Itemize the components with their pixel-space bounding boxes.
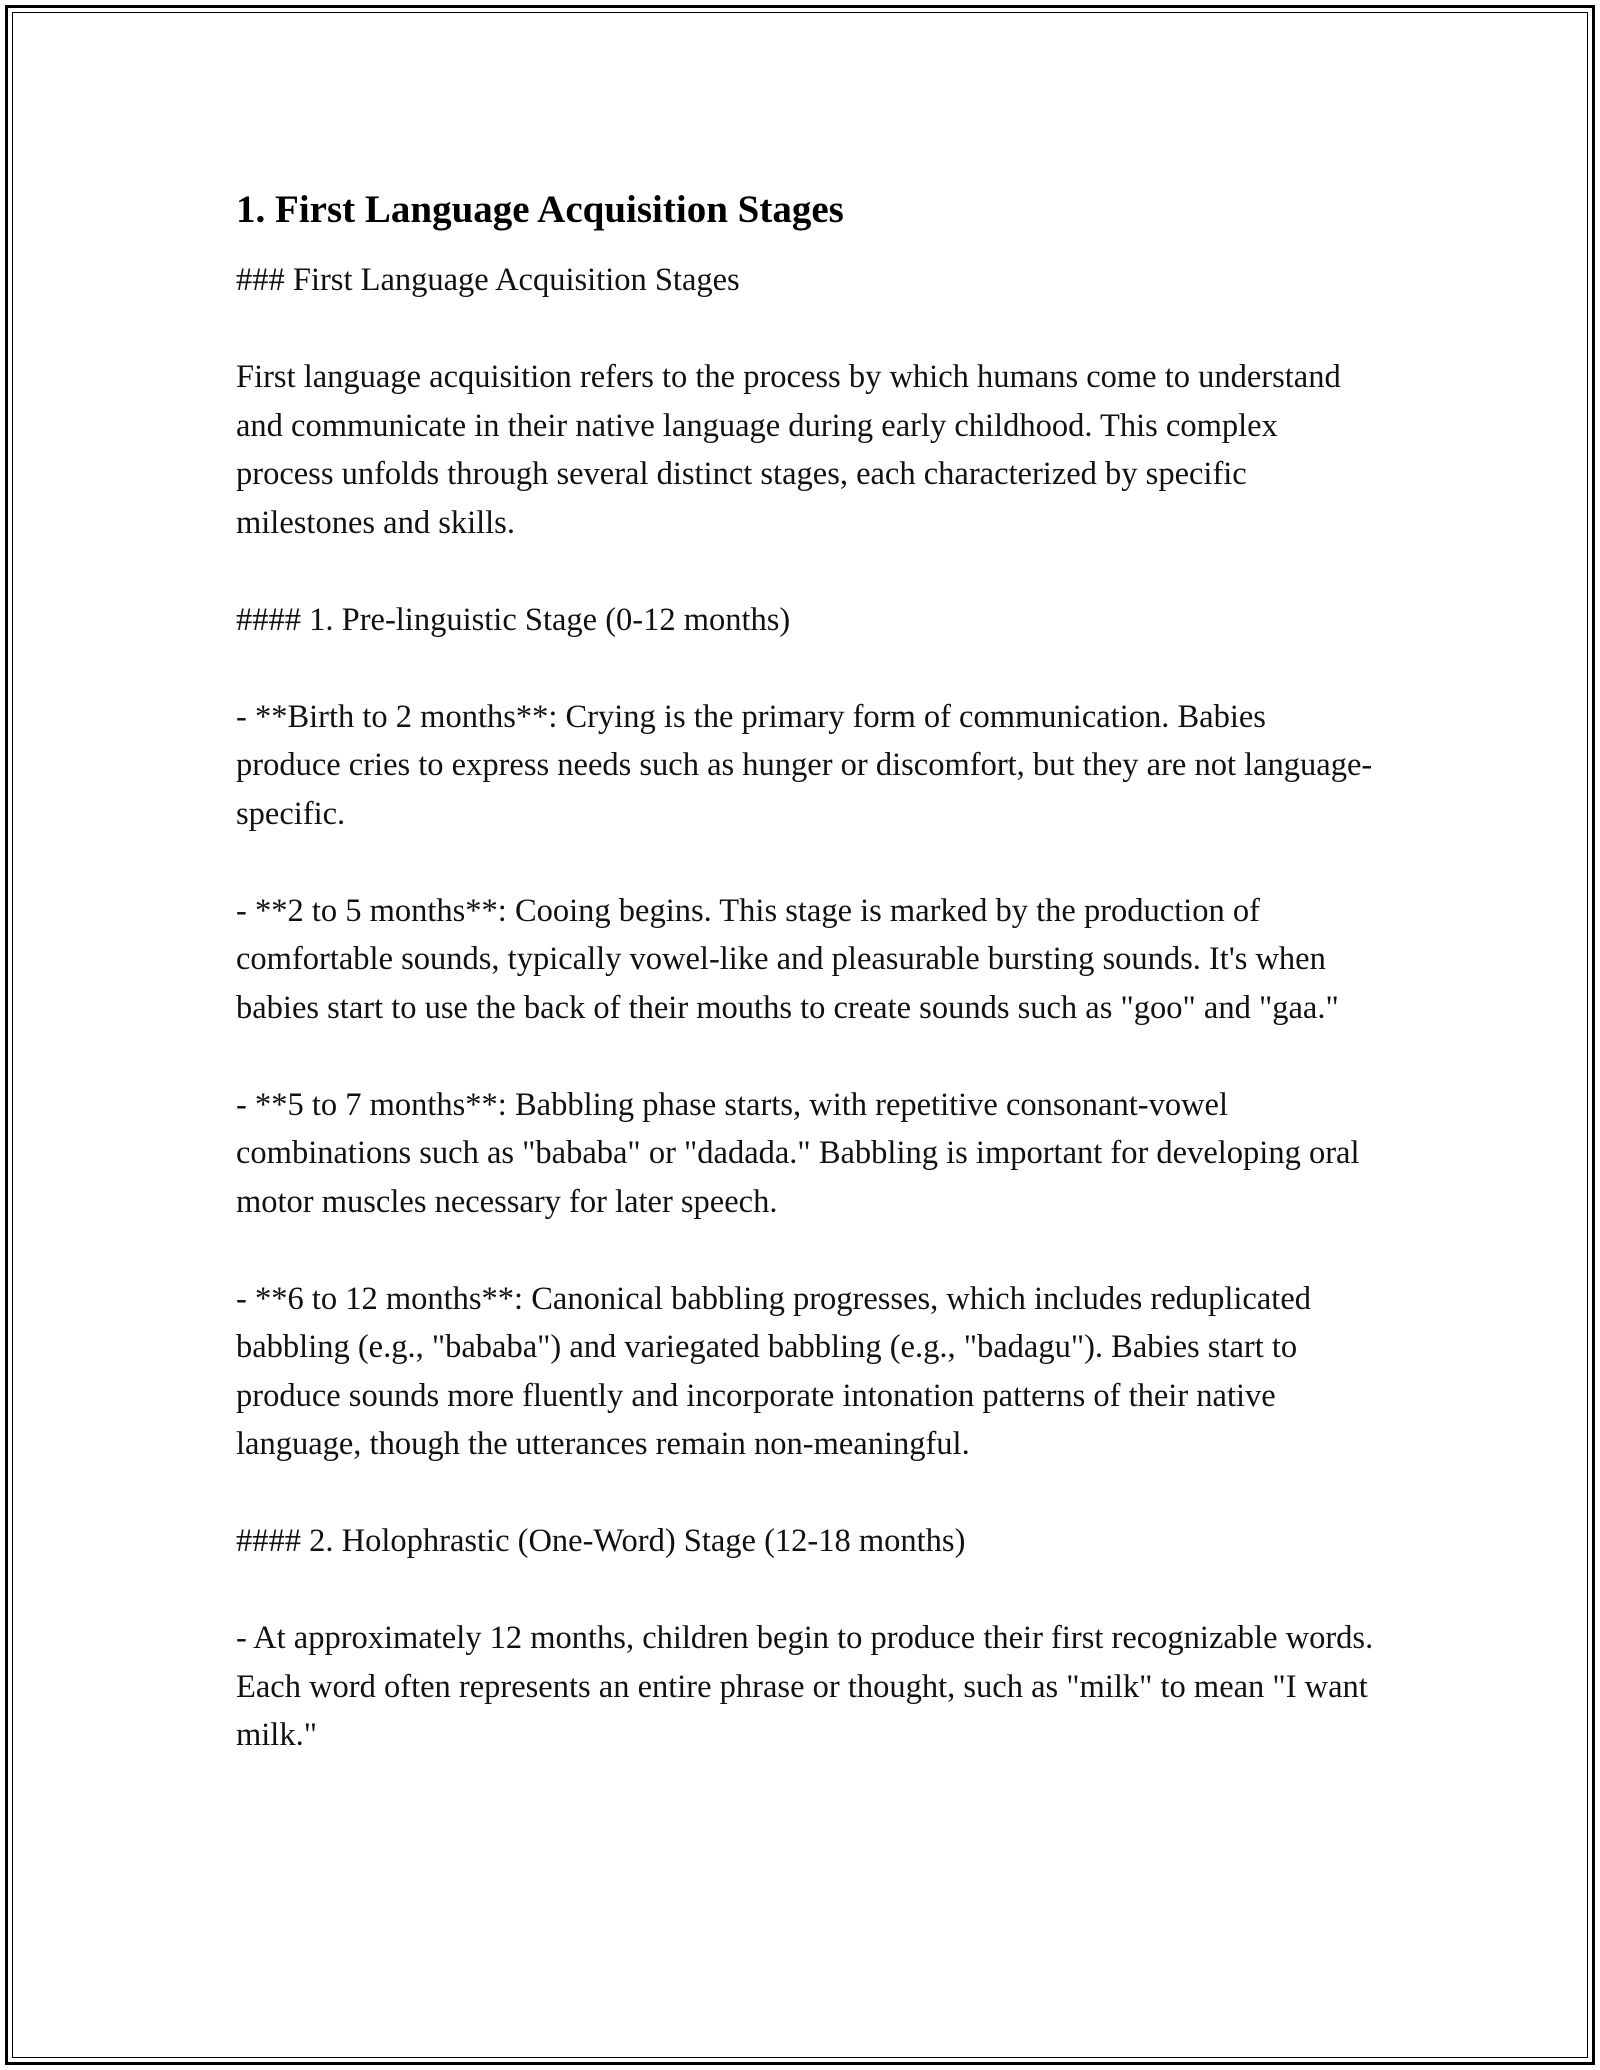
list-item-5-to-7-months: - **5 to 7 months**: Babbling phase starts, with repetitive consonant-vowel combinations such as "bababa" or "dadada." Babbling is important for developing oral motor muscles necessary for later speech. <box>236 1086 1360 1220</box>
document-title: 1. First Language Acquisition Stages <box>236 188 844 231</box>
intro-paragraph: First language acquisition refers to the process by which humans come to understand and communicate in their native language during early childhood. This complex process unfolds through several distinct stages, each characterized by specific milestones and skills. <box>236 359 1341 541</box>
list-item-first-words: - At approximately 12 months, children begin to produce their first recognizable words. Each word often represents an entire phrase or thought, such as "milk" to mean "I want milk." <box>236 1620 1374 1753</box>
list-item-2-to-5-months: - **2 to 5 months**: Cooing begins. This stage is marked by the production of comfortable sounds, typically vowel-like and pleasurable bursting sounds. It's when babies start to use the back of their mouths to create sounds such as "goo" and "gaa." <box>236 892 1339 1026</box>
markdown-heading-pre-linguistic: #### 1. Pre-linguistic Stage (0-12 months) <box>236 601 791 638</box>
document-body <box>236 186 1376 1760</box>
list-item-birth-to-2-months: - **Birth to 2 months**: Crying is the primary form of communication. Babies produce cries to express needs such as hunger or discomfort, but they are not language-specific. <box>236 698 1373 832</box>
markdown-heading-3: ### First Language Acquisition Stages <box>236 262 740 298</box>
markdown-heading-holophrastic: #### 2. Holophrastic (One-Word) Stage (12-18 months) <box>236 1523 966 1559</box>
list-item-6-to-12-months: - **6 to 12 months**: Canonical babbling progresses, which includes reduplicated babbling (e.g., "bababa") and variegated babbling (e.g., "badagu"). Babies start to produce sounds more fluently and incorporate intonation patterns of their native language, though the utterances remain non-meaningful. <box>236 1280 1311 1462</box>
